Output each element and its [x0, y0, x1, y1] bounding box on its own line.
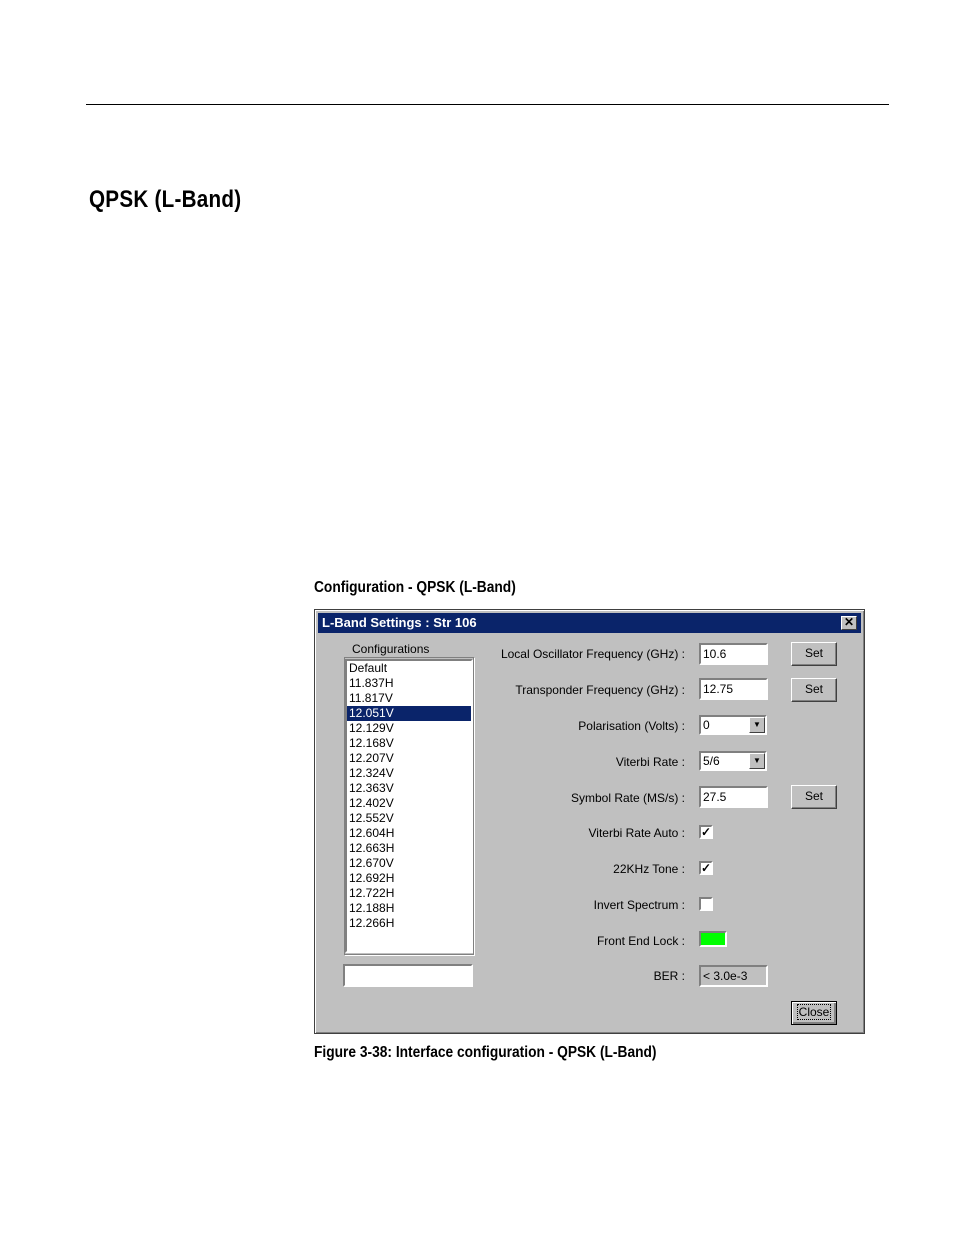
chevron-down-icon[interactable]: ▼: [749, 717, 765, 733]
section-heading: QPSK (L-Band): [89, 186, 242, 213]
tone-22khz-label: 22KHz Tone :: [613, 862, 685, 876]
set-lo-frequency-button[interactable]: Set: [791, 642, 837, 666]
list-item[interactable]: Default: [349, 661, 388, 675]
ber-label: BER :: [653, 969, 685, 983]
close-button[interactable]: [791, 1001, 837, 1025]
close-button-label: Close: [798, 1005, 830, 1019]
tone-22khz-checkbox[interactable]: ✓: [701, 861, 712, 875]
configurations-list[interactable]: [345, 659, 473, 953]
front-end-lock-indicator: [699, 931, 727, 947]
polarisation-label: Polarisation (Volts) :: [578, 719, 685, 733]
list-item[interactable]: 12.188H: [349, 901, 395, 915]
list-item[interactable]: 12.363V: [349, 781, 394, 795]
viterbi-rate-auto-label: Viterbi Rate Auto :: [588, 826, 685, 840]
list-item[interactable]: 12.670V: [349, 856, 394, 870]
invert-spectrum-label: Invert Spectrum :: [593, 898, 685, 912]
list-item[interactable]: 12.604H: [349, 826, 395, 840]
close-icon[interactable]: ✕: [841, 616, 857, 630]
lo-frequency-input[interactable]: 10.6: [699, 643, 768, 665]
list-item[interactable]: 12.692H: [349, 871, 395, 885]
list-item[interactable]: 12.722H: [349, 886, 395, 900]
ber-value: < 3.0e-3: [699, 965, 768, 987]
symbol-rate-label: Symbol Rate (MS/s) :: [570, 791, 685, 805]
lo-frequency-label: Local Oscillator Frequency (GHz) :: [500, 647, 685, 661]
list-item[interactable]: 11.817V: [349, 691, 393, 705]
transponder-frequency-label: Transponder Frequency (GHz) :: [515, 683, 685, 697]
list-item[interactable]: 12.402V: [349, 796, 394, 810]
viterbi-rate-label: Viterbi Rate :: [615, 755, 685, 769]
viterbi-rate-auto-checkbox[interactable]: ✓: [701, 825, 712, 839]
polarisation-select[interactable]: [699, 715, 767, 735]
figure-title: Configuration - QPSK (L-Band): [314, 579, 516, 596]
viterbi-rate-value: 5/6: [703, 754, 720, 768]
dialog-title: L-Band Settings : Str 106: [322, 615, 477, 630]
figure-caption: Figure 3-38: Interface configuration - QPSK (L-Band): [314, 1044, 657, 1061]
polarisation-value: 0: [703, 718, 710, 732]
title-bar: [318, 613, 861, 633]
list-item[interactable]: 11.837H: [349, 676, 394, 690]
symbol-rate-input[interactable]: 27.5: [699, 786, 768, 808]
list-item[interactable]: 12.552V: [349, 811, 394, 825]
front-end-lock-label: Front End Lock :: [596, 934, 685, 948]
invert-spectrum-checkbox[interactable]: [699, 897, 713, 911]
list-item[interactable]: 12.266H: [349, 916, 395, 930]
list-item[interactable]: 12.207V: [349, 751, 394, 765]
chevron-down-icon[interactable]: ▼: [749, 753, 765, 769]
set-symbol-rate-button[interactable]: Set: [791, 785, 837, 809]
transponder-frequency-input[interactable]: 12.75: [699, 678, 768, 700]
header-rule: [86, 104, 889, 105]
list-item[interactable]: 12.663H: [349, 841, 395, 855]
configuration-name-input[interactable]: [343, 964, 473, 987]
viterbi-rate-select[interactable]: [699, 751, 767, 771]
list-item[interactable]: 12.324V: [349, 766, 394, 780]
list-item[interactable]: 12.129V: [349, 721, 394, 735]
lband-settings-dialog: [314, 609, 865, 1034]
list-item[interactable]: 12.051V: [347, 706, 471, 721]
configurations-label: Configurations: [352, 642, 430, 656]
list-item[interactable]: 12.168V: [349, 736, 394, 750]
set-transponder-frequency-button[interactable]: Set: [791, 678, 837, 702]
